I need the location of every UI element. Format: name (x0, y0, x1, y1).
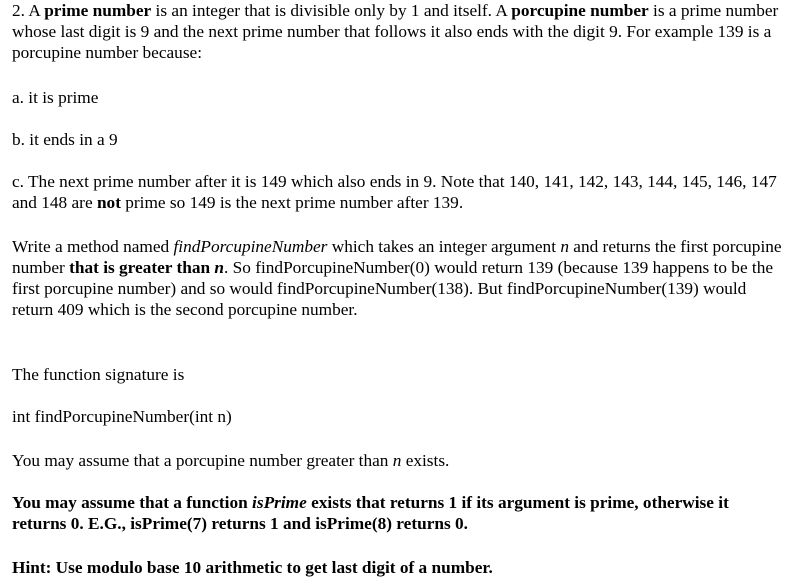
problem-intro-paragraph (12, 0, 782, 63)
method-text-2: which takes an integer argument (327, 237, 561, 256)
isprime-text-2: exists that returns 1 if its argument is prime, otherwise it returns 0. E.G., isPrime(7) returns 1 and isPrime(8) returns 0. (12, 493, 729, 533)
reason-b-paragraph: b. it ends in a 9 (12, 130, 118, 149)
isprime-text-1: You may assume that a function (12, 493, 253, 512)
method-text-4: . So findPorcupineNumber(0) would return 139 (because 139 happens to be the first porcupine number) and so would findPorcupineNumber(138). But findPorcupineNumber(139) would return 409 which is the second porcupine number. (12, 258, 774, 319)
intro-text-1: 2. A (12, 1, 45, 20)
greater-than-emphasis: that is greater than (69, 258, 215, 277)
reason-a-paragraph: a. it is prime (12, 88, 99, 107)
reason-c-paragraph (12, 171, 782, 213)
porcupine-number-term: porcupine number (511, 1, 649, 20)
reason-c-text-1: c. The next prime number after it is 149 which also ends in 9. Note that 140, 141, 142, 143, 144, 145, 146, 147 and 148 are (12, 172, 777, 212)
assumption-paragraph (12, 450, 449, 471)
hint-paragraph (12, 557, 493, 578)
assumption-text-1: You may assume that a porcupine number greater than (12, 451, 393, 470)
assumption-text-2: exists. (401, 451, 450, 470)
method-description-paragraph (12, 236, 782, 320)
method-text-3: and returns the first porcupine number (12, 237, 782, 277)
method-name: findPorcupineNumber (173, 237, 328, 256)
hint-text: Hint: Use modulo base 10 arithmetic to get last digit of a number. (12, 558, 493, 577)
function-signature: int findPorcupineNumber(int n) (12, 407, 232, 426)
prime-number-term: prime number (44, 1, 152, 20)
greater-than-n: n (214, 258, 225, 277)
intro-text-2: is an integer that is divisible only by 1 and itself. A (151, 1, 512, 20)
method-text-1: Write a method named (12, 237, 174, 256)
assumption-n: n (392, 451, 402, 470)
not-emphasis: not (96, 193, 121, 212)
argument-n: n (560, 237, 569, 256)
isprime-assumption-paragraph (12, 492, 782, 534)
reason-c-text-2: prime so 149 is the next prime number after 139. (120, 193, 464, 212)
intro-text-3: is a prime number whose last digit is 9 and the next prime number that follows it also ends with the digit 9. For example 139 is a porcupine number because: (12, 1, 779, 62)
signature-label-paragraph: The function signature is (12, 365, 185, 384)
isprime-function-name: isPrime (252, 493, 307, 512)
